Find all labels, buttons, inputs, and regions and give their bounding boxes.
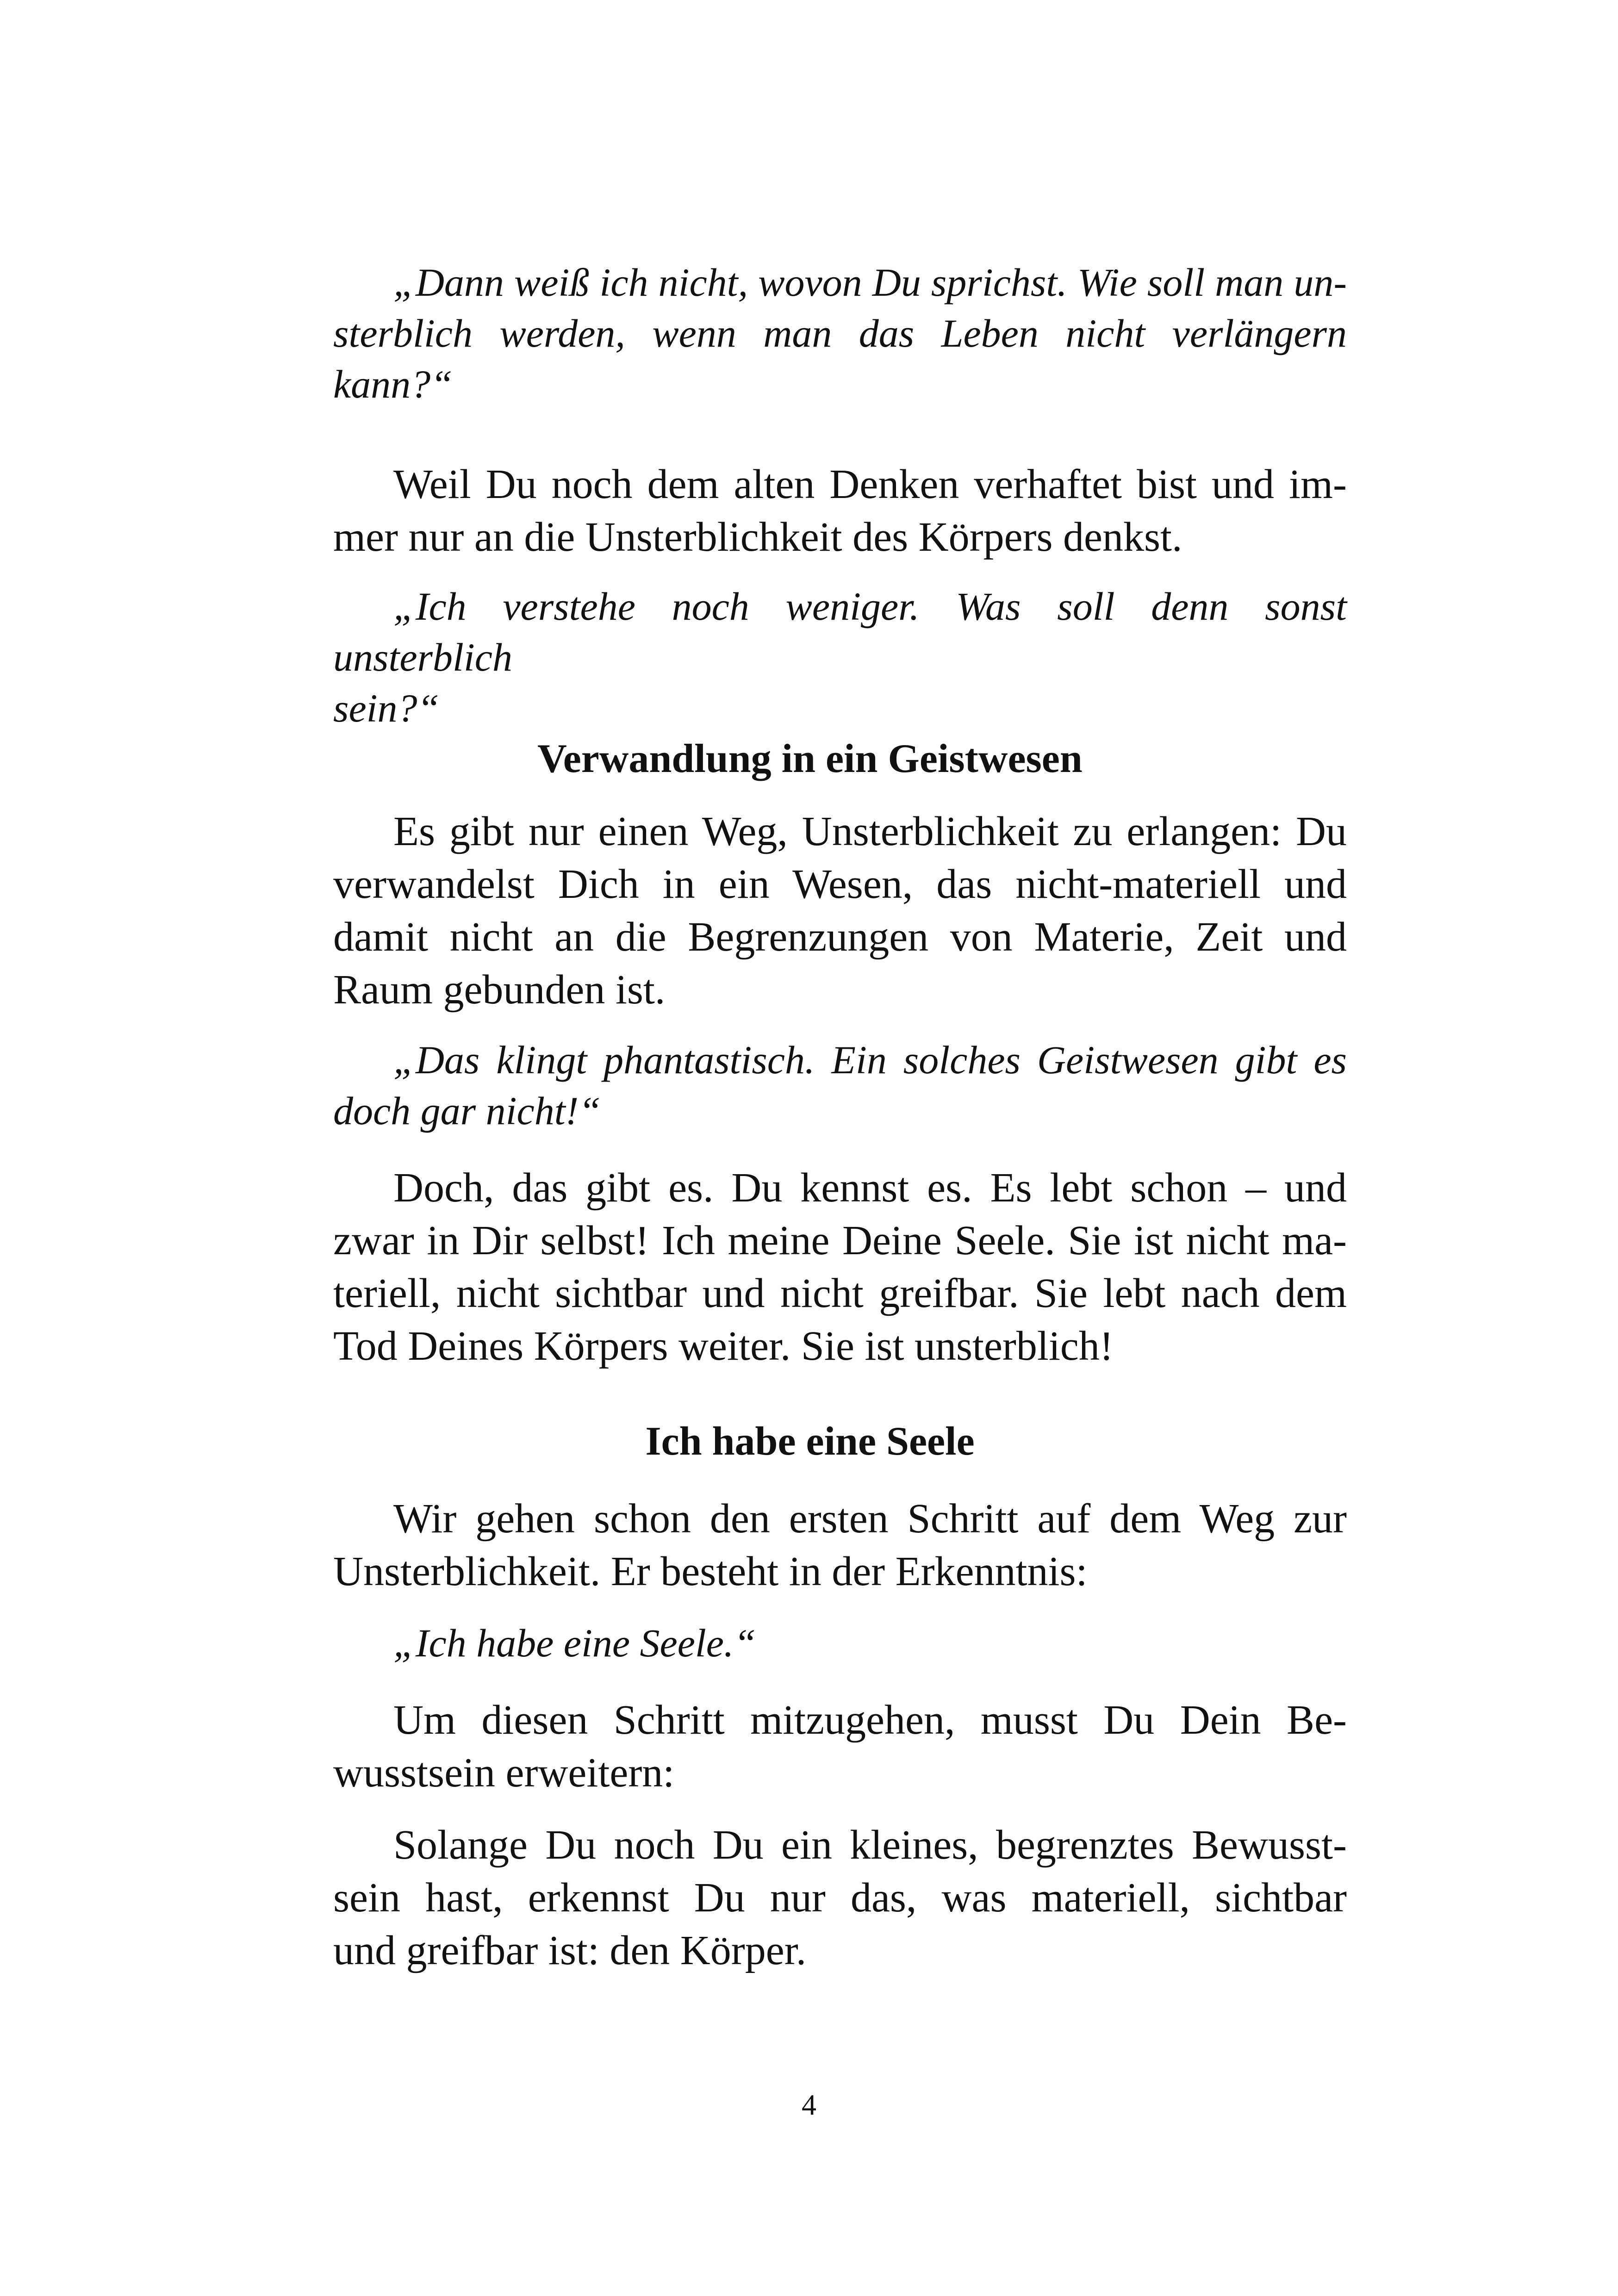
- text-line: zwar in Dir selbst! Ich meine Deine Seele. Sie ist nicht ma-: [333, 1218, 1347, 1263]
- text-line: sterblich werden, wenn man das Leben nicht verlängern: [333, 311, 1347, 355]
- text-line: Um diesen Schritt mitzugehen, musst Du Dein Be-: [393, 1697, 1347, 1743]
- text-line: Solange Du noch Du ein kleines, begrenztes Bewusst-: [393, 1822, 1347, 1868]
- body-paragraph: [273, 805, 1347, 1016]
- text-line: kann?“: [333, 362, 453, 406]
- section-heading: Verwandlung in ein Geistwesen: [537, 736, 1083, 781]
- text-line: „Ich habe eine Seele.“: [393, 1621, 756, 1665]
- body-paragraph: [273, 1162, 1347, 1373]
- text-line: verwandelst Dich in ein Wesen, das nicht-materiell und: [333, 861, 1347, 907]
- text-line: Weil Du noch dem alten Denken verhaftet bist und im-: [393, 461, 1347, 507]
- section-heading: Ich habe eine Seele: [645, 1419, 975, 1464]
- body-paragraph: [273, 458, 1347, 564]
- text-line: sein?“: [333, 686, 440, 730]
- text-line: sein hast, erkennst Du nur das, was materiell, sichtbar: [333, 1875, 1347, 1921]
- text-line: Tod Deines Körpers weiter. Sie ist unsterblich!: [333, 1323, 1114, 1369]
- body-paragraph: [273, 1493, 1347, 1598]
- text-line: Es gibt nur einen Weg, Unsterblichkeit zu erlangen: Du: [393, 809, 1347, 854]
- page-number: 4: [802, 2088, 816, 2121]
- text-line: Doch, das gibt es. Du kennst es. Es lebt schon – und: [393, 1165, 1347, 1211]
- text-line: „Ich verstehe noch weniger. Was soll denn sonst unsterblich: [333, 584, 1347, 679]
- body-paragraph: [273, 1694, 1347, 1799]
- text-line: und greifbar ist: den Körper.: [333, 1928, 807, 1973]
- quote-paragraph: [273, 1618, 1347, 1668]
- text-line: Unsterblichkeit. Er besteht in der Erkenntnis:: [333, 1549, 1088, 1594]
- quote-paragraph: [273, 257, 1347, 410]
- text-line: doch gar nicht!“: [333, 1089, 601, 1133]
- text-line: Wir gehen schon den ersten Schritt auf dem Weg zur: [393, 1496, 1347, 1542]
- text-line: damit nicht an die Begrenzungen von Materie, Zeit und: [333, 914, 1347, 960]
- text-line: Raum gebunden ist.: [333, 967, 666, 1013]
- body-paragraph: [273, 1819, 1347, 1977]
- text-line: teriell, nicht sichtbar und nicht greifbar. Sie lebt nach dem: [333, 1270, 1347, 1316]
- quote-paragraph: [273, 1034, 1347, 1136]
- text-line: „Dann weiß ich nicht, wovon Du sprichst. Wie soll man un-: [393, 260, 1347, 305]
- text-line: „Das klingt phantastisch. Ein solches Geistwesen gibt es: [393, 1038, 1347, 1082]
- text-line: mer nur an die Unsterblichkeit des Körpers denkst.: [333, 514, 1182, 560]
- quote-paragraph: [273, 581, 1347, 734]
- text-line: wusstsein erweitern:: [333, 1750, 675, 1796]
